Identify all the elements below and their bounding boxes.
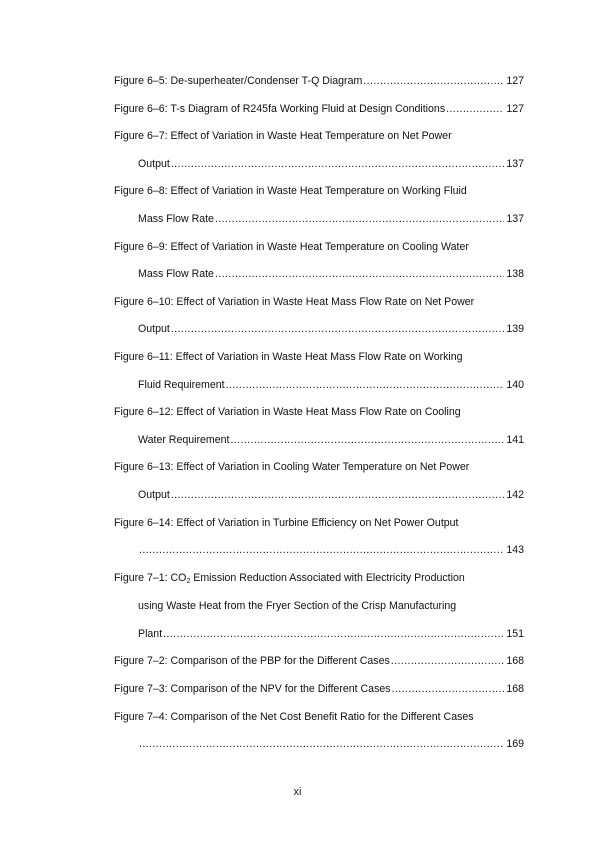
dot-leader xyxy=(446,96,504,124)
toc-entry[interactable] xyxy=(114,704,524,759)
entry-page-number: 143 xyxy=(506,544,524,557)
entry-title-continuation: Output xyxy=(138,323,170,336)
entry-title: Figure 6–7: Effect of Variation in Waste Heat Temperature on Net Power xyxy=(114,130,452,143)
entry-page-number: 168 xyxy=(506,683,524,696)
entry-title-continuation: using Waste Heat from the Fryer Section of the Crisp Manufacturing xyxy=(138,600,457,613)
toc-entry[interactable] xyxy=(114,565,524,649)
entry-title-continuation: Fluid Requirement xyxy=(138,378,225,391)
entry-title-continuation: Output xyxy=(138,157,170,170)
dot-leader xyxy=(163,621,504,649)
entry-page-number: 137 xyxy=(506,212,524,225)
entry-title: Figure 6–8: Effect of Variation in Waste Heat Temperature on Working Fluid xyxy=(114,185,467,198)
subscript-2: 2 xyxy=(186,577,191,585)
entry-page-number: 151 xyxy=(506,627,524,640)
toc-entry[interactable] xyxy=(114,234,524,289)
entry-title: Figure 6–14: Effect of Variation in Turbine Efficiency on Net Power Output xyxy=(114,516,459,529)
entry-page-number: 127 xyxy=(506,75,524,87)
dot-leader xyxy=(215,206,504,234)
entry-title: Figure 6–13: Effect of Variation in Cooling Water Temperature on Net Power xyxy=(114,461,470,474)
toc-entry[interactable] xyxy=(114,399,524,454)
dot-leader xyxy=(230,427,504,455)
entry-title: Figure 6–6: T-s Diagram of R245fa Working Fluid at Design Conditions xyxy=(114,102,446,115)
entry-title-continuation: Plant xyxy=(138,627,163,640)
entry-title: Figure 7–4: Comparison of the Net Cost Benefit Ratio for the Different Cases xyxy=(114,710,474,723)
toc-entry[interactable] xyxy=(114,648,524,676)
toc-entry[interactable] xyxy=(114,289,524,344)
toc-entry[interactable] xyxy=(114,96,524,124)
entry-title: Figure 7–2: Comparison of the PBP for the Different Cases xyxy=(114,655,390,668)
entry-title-continuation: Mass Flow Rate xyxy=(138,212,214,225)
list-of-figures xyxy=(114,68,524,759)
dot-leader xyxy=(391,648,505,676)
entry-title: Figure 6–12: Effect of Variation in Waste Heat Mass Flow Rate on Cooling xyxy=(114,406,461,419)
entry-page-number: 141 xyxy=(506,433,524,446)
dot-leader xyxy=(171,316,505,344)
toc-entry[interactable] xyxy=(114,676,524,704)
dot-leader xyxy=(139,537,504,565)
entry-title-continuation: Water Requirement xyxy=(138,433,230,446)
entry-title-part: Emission Reduction Associated with Electricity Production xyxy=(190,571,465,584)
entry-page-number: 142 xyxy=(506,488,524,501)
entry-page-number: 137 xyxy=(506,157,524,170)
toc-entry[interactable] xyxy=(114,123,524,178)
dot-leader xyxy=(139,731,504,759)
dot-leader xyxy=(363,68,504,96)
toc-entry[interactable] xyxy=(114,510,524,565)
toc-entry[interactable] xyxy=(114,68,524,96)
dot-leader xyxy=(171,482,505,510)
dot-leader xyxy=(215,261,504,289)
entry-title xyxy=(114,565,465,594)
entry-title-continuation: Mass Flow Rate xyxy=(138,268,214,281)
page-number: xi xyxy=(293,786,302,798)
entry-title-continuation: Output xyxy=(138,488,170,501)
entry-page-number: 169 xyxy=(506,738,524,751)
entry-title-part: Figure 7–1: CO xyxy=(114,571,187,584)
entry-page-number: 168 xyxy=(506,655,524,668)
entry-title: Figure 7–3: Comparison of the NPV for the Different Cases xyxy=(114,683,391,696)
dot-leader xyxy=(392,676,505,704)
toc-entry[interactable] xyxy=(114,454,524,509)
entry-page-number: 138 xyxy=(506,268,524,281)
entry-title: Figure 6–10: Effect of Variation in Waste Heat Mass Flow Rate on Net Power xyxy=(114,295,475,308)
entry-page-number: 127 xyxy=(506,102,524,115)
dot-leader xyxy=(226,372,505,400)
entry-title: Figure 6–9: Effect of Variation in Waste Heat Temperature on Cooling Water xyxy=(114,240,469,253)
entry-page-number: 139 xyxy=(506,323,524,336)
entry-page-number: 140 xyxy=(506,378,524,391)
entry-title: Figure 6–5: De-superheater/Condenser T-Q Diagram xyxy=(114,75,363,87)
toc-entry[interactable] xyxy=(114,344,524,399)
entry-title: Figure 6–11: Effect of Variation in Waste Heat Mass Flow Rate on Working xyxy=(114,350,463,363)
dot-leader xyxy=(171,151,505,179)
toc-entry[interactable] xyxy=(114,178,524,233)
